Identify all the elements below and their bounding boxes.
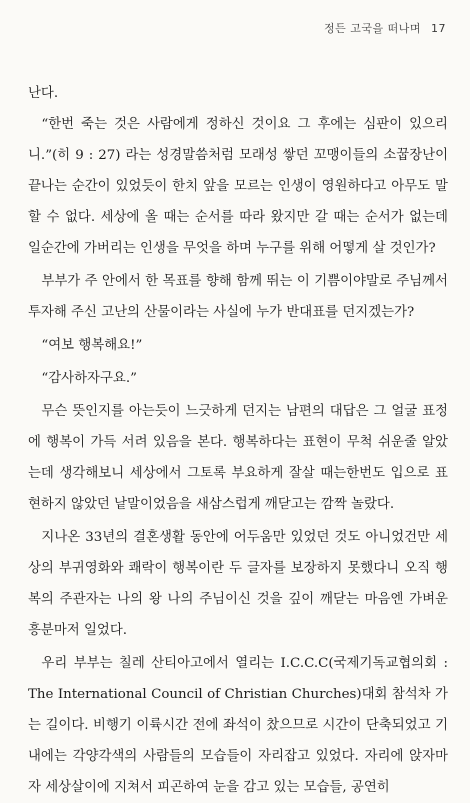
- paragraph: 지나온 33년의 결혼생활 동안에 어두움만 있었던 것도 아니었건만 세상의 부귀영화와 쾌락이 행복이란 두 글자를 보장하지 못했다니 오직 행복의 주관자는 나의 왕 나의 주님이신 것을 깊이 깨닫는 마음엔 가벼운 흥분마저 일었다.: [28, 530, 448, 638]
- page-number: 17: [431, 22, 446, 35]
- paragraph: 부부가 주 안에서 한 목표를 향해 함께 뛰는 이 기쁨이야말로 주님께서 투자해 주신 고난의 산물이라는 사실에 누가 반대표를 던지겠는가?: [28, 274, 448, 320]
- paragraph: “한번 죽는 것은 사람에게 정하신 것이요 그 후에는 심판이 있으리니.”(히 9 : 27) 라는 성경말씀처럼 모래성 쌓던 꼬맹이들의 소꿉장난이 끝나는 순간이 있었듯이 한치 앞을 모르는 인생이 영원하다고 아무도 말할 수 없다. 세상에 올 때는 순서를 따라 왔지만 갈 때는 순서가 없는데 일순간에 가버리는 인생을 무엇을 하며 누구를 위해 어떻게 살 것인가?: [28, 117, 448, 256]
- body-text: [28, 78, 448, 803]
- chapter-title: 정든 고국을 떠나며: [323, 22, 421, 35]
- paragraph: “감사하자구요.”: [41, 371, 137, 386]
- paragraph: 난다.: [28, 86, 59, 101]
- paragraph: 우리 부부는 칠레 산티아고에서 열리는 I.C.C.C(국제기독교협의회 : The International Council of Christian Churches)대회 참석차 가는 길이다. 비행기 이륙시간 전에 좌석이 찼으므로 시간이 단축되었고 기내에는 각양각색의 사람들의 모습들이 자리잡고 있었다. 자리에 앉자마자 세상살이에 지쳐서 피곤하여 눈을 감고 있는 모습들, 공연히: [28, 656, 448, 795]
- running-header: [324, 20, 446, 36]
- paragraph: 무슨 뜻인지를 아는듯이 느긋하게 던지는 남편의 대답은 그 얼굴 표정에 행복이 가득 서려 있음을 본다. 행복하다는 표현이 무척 쉬운줄 알았는데 생각해보니 세상에서 그토록 부요하게 잘살 때는한번도 입으로 표현하지 않았던 낱말이었음을 새삼스럽게 깨닫고는 깜짝 놀랐다.: [28, 404, 448, 512]
- paragraph: “여보 행복해요!”: [41, 338, 143, 353]
